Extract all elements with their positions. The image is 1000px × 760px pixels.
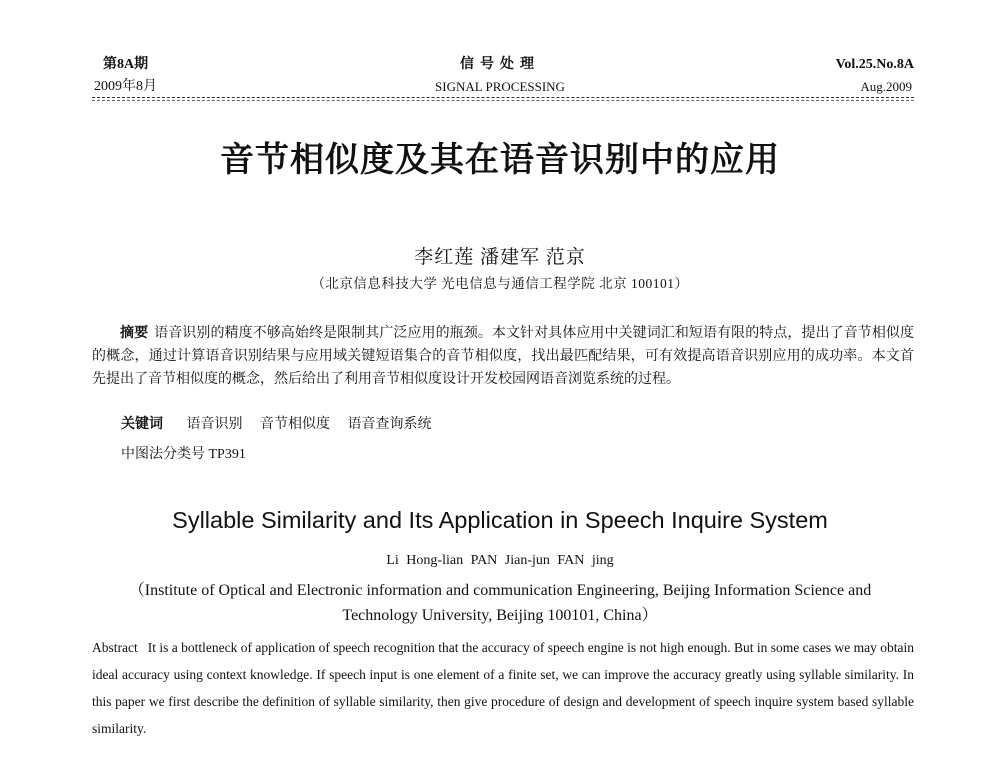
keywords-cn-label: 关键词 — [121, 417, 163, 432]
authors-en: Li Hong-lian PAN Jian-jun FAN jing — [386, 553, 614, 568]
classification-cn — [121, 443, 246, 463]
paper-title-en: Syllable Similarity and Its Application in Speech Inquire System — [172, 507, 828, 533]
abstract-en-label: Abstract — [92, 640, 138, 655]
keyword-item: 语音识别 — [186, 417, 243, 432]
authors-cn: 李红莲 潘建军 范京 — [414, 247, 586, 268]
journal-name-en: SIGNAL PROCESSING — [435, 79, 565, 94]
issue-date-cn: 2009年8月 — [94, 79, 157, 94]
journal-name-cn: 信号处理 — [460, 57, 540, 72]
abstract-cn-text: 语音识别的精度不够高始终是限制其广泛应用的瓶颈。本文针对具体应用中关键词汇和短语有限的特点，提出了音节相似度的概念，通过计算语音识别结果与应用域关键短语集合的音节相似度，找出最匹配结果，可有效提高语音识别应用的成功率。本文首先提出了音节相似度的概念，然后给出了利用音节相似度设计开发校园网语音浏览系统的过程。 — [92, 326, 915, 387]
issue-date-en: Aug.2009 — [860, 79, 912, 94]
header-rule — [92, 97, 914, 98]
abstract-cn — [92, 322, 914, 391]
paper-title-cn: 音节相似度及其在语音识别中的应用 — [220, 140, 780, 180]
abstract-en-text: It is a bottleneck of application of speech recognition that the accuracy of speech engine is not high enough. But in some cases we may obtain ideal accuracy using context knowledge. If speech input is one element of a finite set, we can improve the accuracy greatly using syllable similarity. In this paper we first describe the definition of syllable similarity, then give procedure of design and development of speech inquire system based syllable similarity. — [92, 640, 914, 736]
issue-number: 第8A期 — [103, 57, 149, 72]
classification-label: 中图法分类号 — [121, 447, 205, 462]
keyword-item: 音节相似度 — [260, 417, 330, 432]
abstract-cn-label: 摘要 — [120, 326, 149, 341]
keywords-cn — [121, 413, 432, 433]
volume-number: Vol.25.No.8A — [835, 57, 914, 72]
header-rule — [92, 100, 914, 101]
keyword-item: 语音查询系统 — [347, 417, 432, 432]
affiliation-cn: （北京信息科技大学 光电信息与通信工程学院 北京 100101） — [311, 276, 689, 291]
affiliation-en: （Institute of Optical and Electronic information and communication Engineering, Beijing Information Science and Technology University, Beijing 100101, China） — [128, 582, 872, 624]
abstract-en — [92, 634, 914, 742]
classification-value: TP391 — [208, 447, 246, 462]
